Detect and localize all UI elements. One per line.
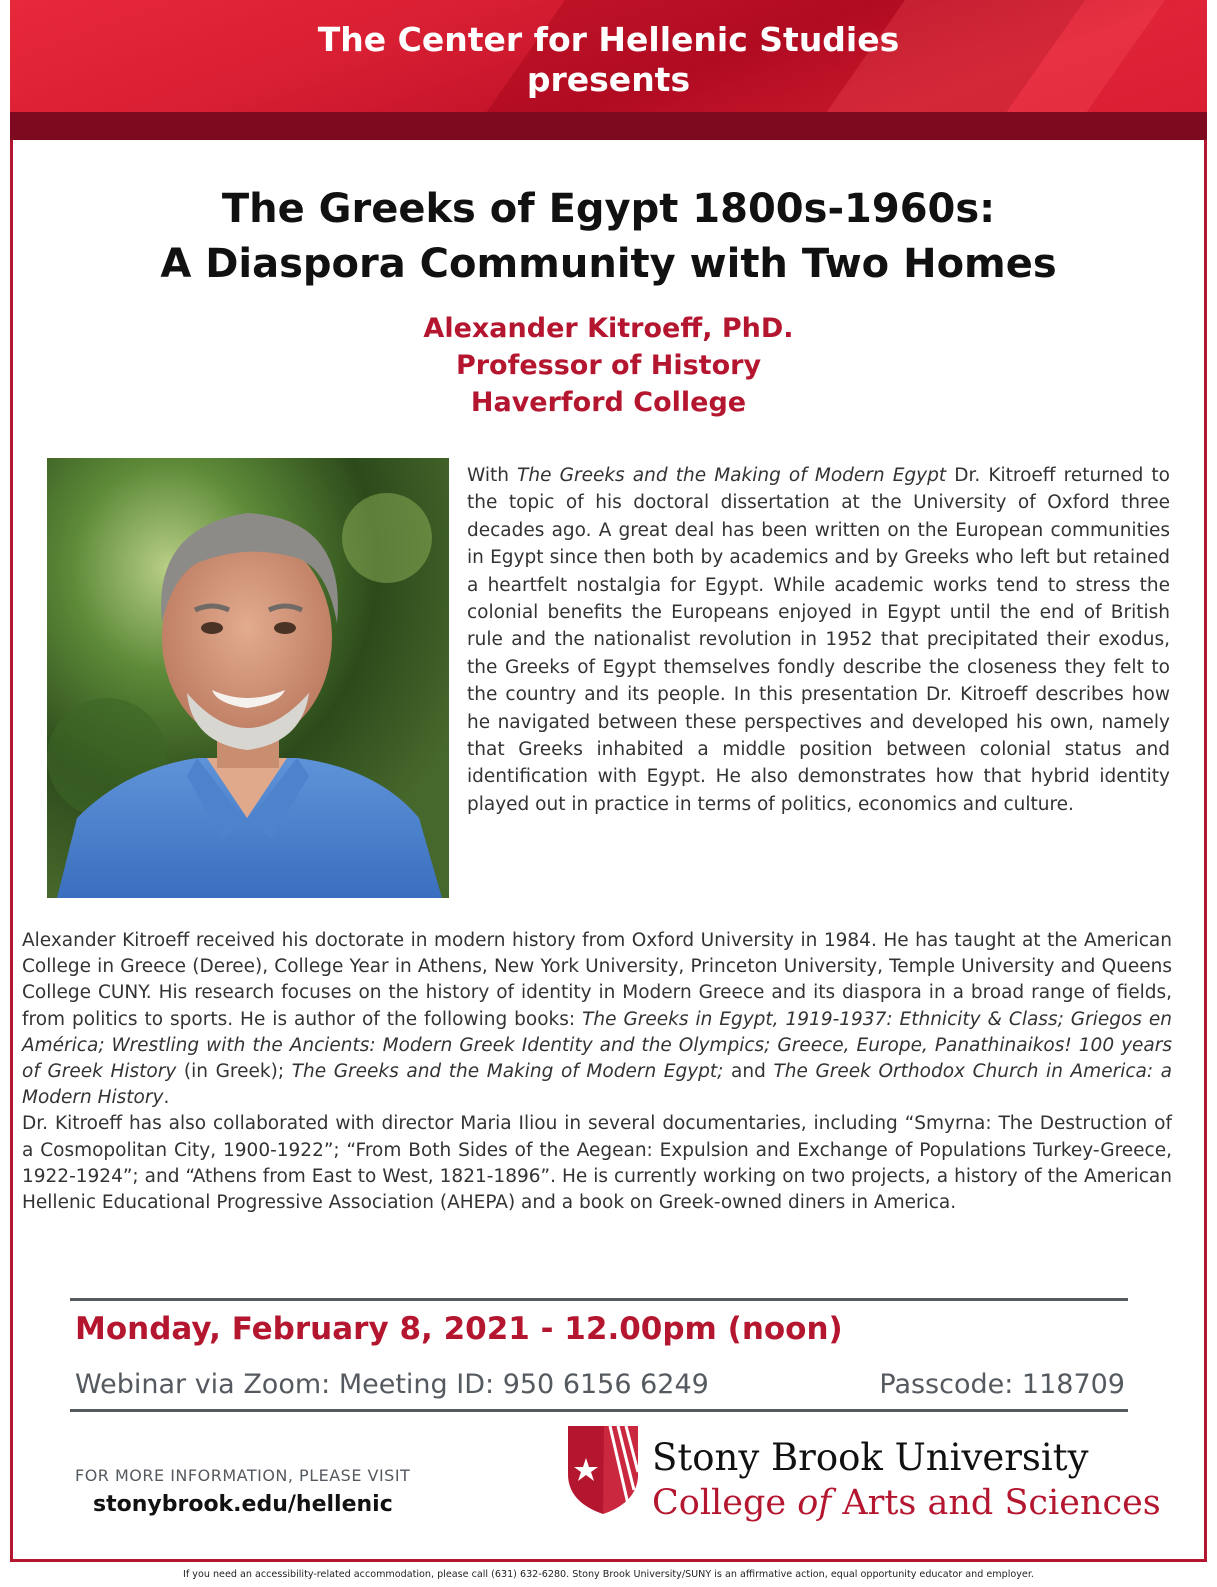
bio-end: . [163,1087,170,1109]
bio-intro: Alexander Kitroeff received his doctorate in modern history from Oxford University in 1984. He has taught at the American College in Greece (Deree), College Year in Athens, New York University, Princeton University, Temple University and Queens College CUNY. His research focuses on the history of identity in Modern Greece and its diaspora in a broad range of fields, from politics to sports. He is author of the following books: [22,930,1172,1030]
event-date-time: Monday, February 8, 2021 - 12.00pm (noon) [75,1311,843,1347]
sbu-shield-star-icon [566,1424,640,1516]
bio-connector: and [723,1061,774,1083]
college-name-part: College [652,1483,798,1523]
abstract-lead: With [467,465,518,486]
bio-book: The Greeks and the Making of Modern Egypt; [291,1061,724,1083]
speaker-name: Alexander Kitroeff, PhD. [423,313,794,344]
college-name [652,1482,1212,1524]
event-title-line-2: A Diaspora Community with Two Homes [160,241,1057,287]
banner-band [10,112,1207,140]
college-name-part: of [797,1483,832,1523]
banner-line-2: presents [526,60,691,99]
abstract-book-title: The Greeks and the Making of Modern Egypt [517,465,947,486]
accessibility-disclaimer: If you need an accessibility-related accommodation, please call (631) 632-6280. Stony Brook University/SUNY is an affirmative action, equal opportunity educator and employer. [183,1569,1034,1580]
speaker-bio [22,928,1172,1216]
banner-line-1: The Center for Hellenic Studies [317,20,900,59]
speaker-institution: Haverford College [470,387,747,418]
event-title [0,182,1217,292]
webinar-details [75,1365,1135,1405]
speaker-photo [47,458,449,898]
bio-documentaries: Dr. Kitroeff has also collaborated with director Maria Iliou in several documentaries, including “Smyrna: The Destruction of a Cosmopolitan City, 1900-1922”; “From Both Sides of the Aegean: Expulsion and Exchange of Populations Turkey-Greece, 1922-1924”; and “Athens from East to West, 1821-1896”. He is currently working on two projects, a history of the American Hellenic Educational Progressive Association (AHEPA) and a book on Greek-owned diners in America. [22,1113,1172,1214]
university-name: Stony Brook University [652,1436,1089,1479]
divider [70,1409,1128,1412]
header-banner [10,0,1207,140]
bio-books: The Greeks in Egypt, 1919-1937: Ethnicity & Class; Griegos en América; Wrestling with the Ancients: Modern Greek Identity and the Olympics; Greece, Europe, Panathinaikos! 100 years of Greek History [22,1008,1172,1083]
event-title-line-1: The Greeks of Egypt 1800s-1960s: [221,186,996,232]
speaker-block [0,310,1217,421]
webinar-passcode: Passcode: 118709 [879,1369,1125,1400]
abstract-text [467,462,1170,818]
more-info-label: FOR MORE INFORMATION, PLEASE VISIT [75,1466,411,1485]
divider [70,1298,1128,1301]
webinar-meeting-id: Webinar via Zoom: Meeting ID: 950 6156 6249 [75,1369,709,1400]
more-info-link[interactable]: stonybrook.edu/hellenic [93,1492,393,1517]
speaker-portrait [47,458,449,898]
bio-connector: (in Greek); [176,1061,292,1083]
speaker-position: Professor of History [455,350,762,381]
abstract-body: Dr. Kitroeff returned to the topic of his doctoral dissertation at the University of Oxford three decades ago. A great deal has been written on the European communities in Egypt since then both by academics and by Greeks who left but retained a heartfelt nostalgia for Egypt. While academic works tend to stress the colonial benefits the Europeans enjoyed in Egypt until the end of British rule and the nationalist revolution in 1952 that precipitated their exodus, the Greeks of Egypt themselves fondly describe the closeness they felt to the country and its people. In this presentation Dr. Kitroeff describes how he navigated between these perspectives and developed his own, namely that Greeks inhabited a middle position between colonial status and identification with Egypt. He also demonstrates how that hybrid identity played out in practice in terms of politics, economics and culture. [467,465,1171,815]
banner-title [10,20,1207,100]
college-name-part: Arts and Sciences [831,1483,1161,1523]
bio-book: The Greek Orthodox Church in America: a Modern History [22,1061,1173,1109]
